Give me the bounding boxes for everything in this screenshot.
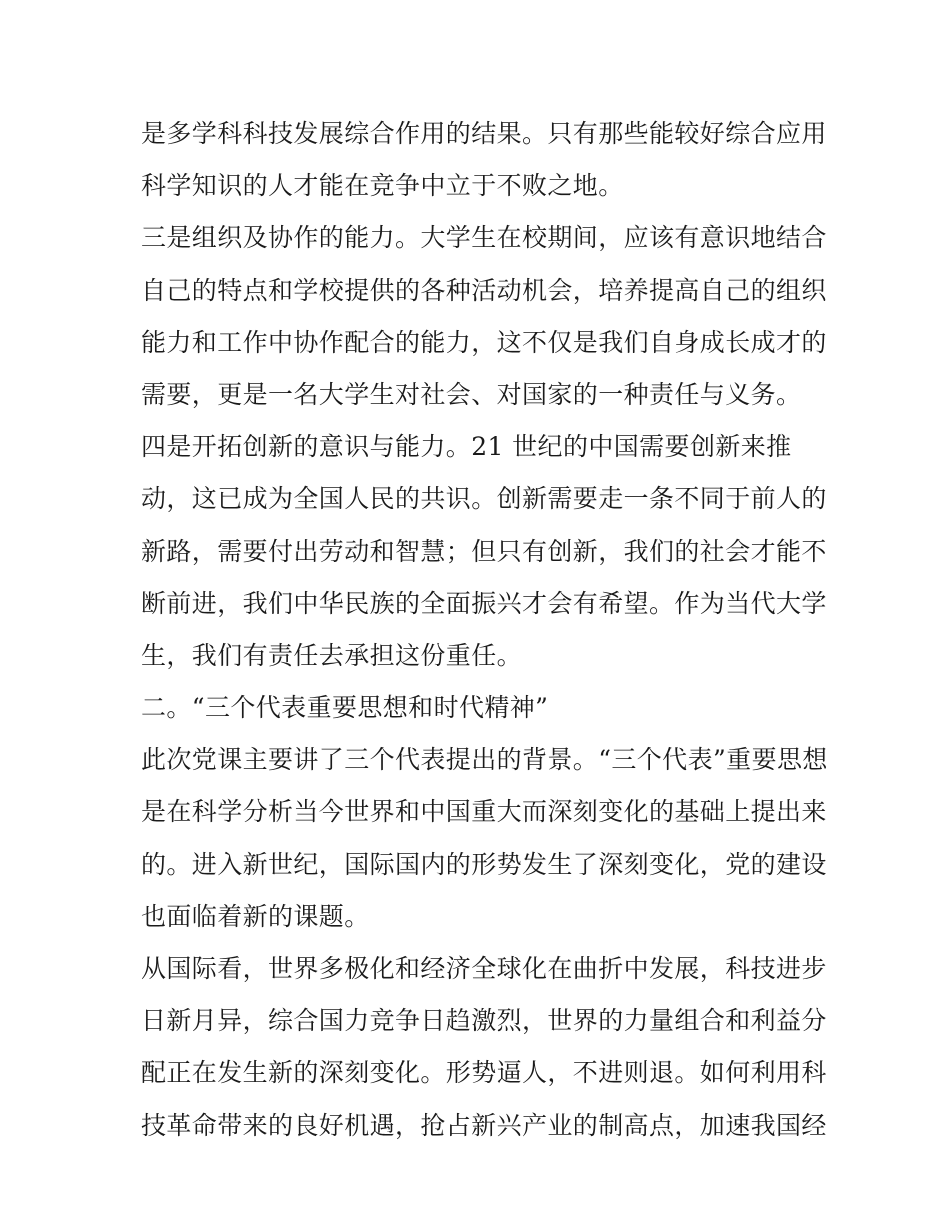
section-heading: 二。“三个代表重要思想和时代精神”: [141, 693, 549, 723]
text-line: 三是组织及协作的能力。大学生在校期间，应该有意识地结合: [141, 223, 827, 253]
text-line: 是多学科科技发展综合作用的结果。只有那些能较好综合应用: [141, 119, 827, 148]
text-line: 四是开拓创新的意识与能力。21 世纪的中国需要创新来推: [141, 432, 792, 462]
text-line: 需要，更是一名大学生对社会、对国家的一种责任与义务。: [141, 379, 802, 409]
text-line: 技革命带来的良好机遇，抢占新兴产业的制高点，加速我国经: [141, 1110, 827, 1140]
text-line: 也面临着新的课题。: [141, 901, 370, 931]
text-line: 是在科学分析当今世界和中国重大而深刻变化的基础上提出来: [141, 797, 827, 827]
document-body: [141, 108, 828, 1152]
text-line: 断前进，我们中华民族的全面振兴才会有希望。作为当代大学: [141, 588, 827, 618]
text-line: 日新月异，综合国力竞争日趋激烈，世界的力量组合和利益分: [141, 1006, 827, 1036]
text-line: 生，我们有责任去承担这份重任。: [141, 640, 523, 670]
text-line: 新路，需要付出劳动和智慧；但只有创新，我们的社会才能不: [141, 536, 827, 566]
text-line: 此次党课主要讲了三个代表提出的背景。“三个代表”重要思想: [141, 745, 828, 775]
text-line: 从国际看，世界多极化和经济全球化在曲折中发展，科技进步: [141, 954, 827, 983]
text-line: 能力和工作中协作配合的能力，这不仅是我们自身成长成才的: [141, 327, 827, 357]
text-line: 自己的特点和学校提供的各种活动机会，培养提高自己的组织: [141, 275, 827, 305]
text-line: 配正在发生新的深刻变化。形势逼人，不进则退。如何利用科: [141, 1058, 827, 1088]
text-line: 科学知识的人才能在竞争中立于不败之地。: [141, 171, 624, 201]
text-line: 的。进入新世纪，国际国内的形势发生了深刻变化，党的建设: [141, 849, 827, 879]
text-line: 动，这已成为全国人民的共识。创新需要走一条不同于前人的: [141, 484, 827, 514]
